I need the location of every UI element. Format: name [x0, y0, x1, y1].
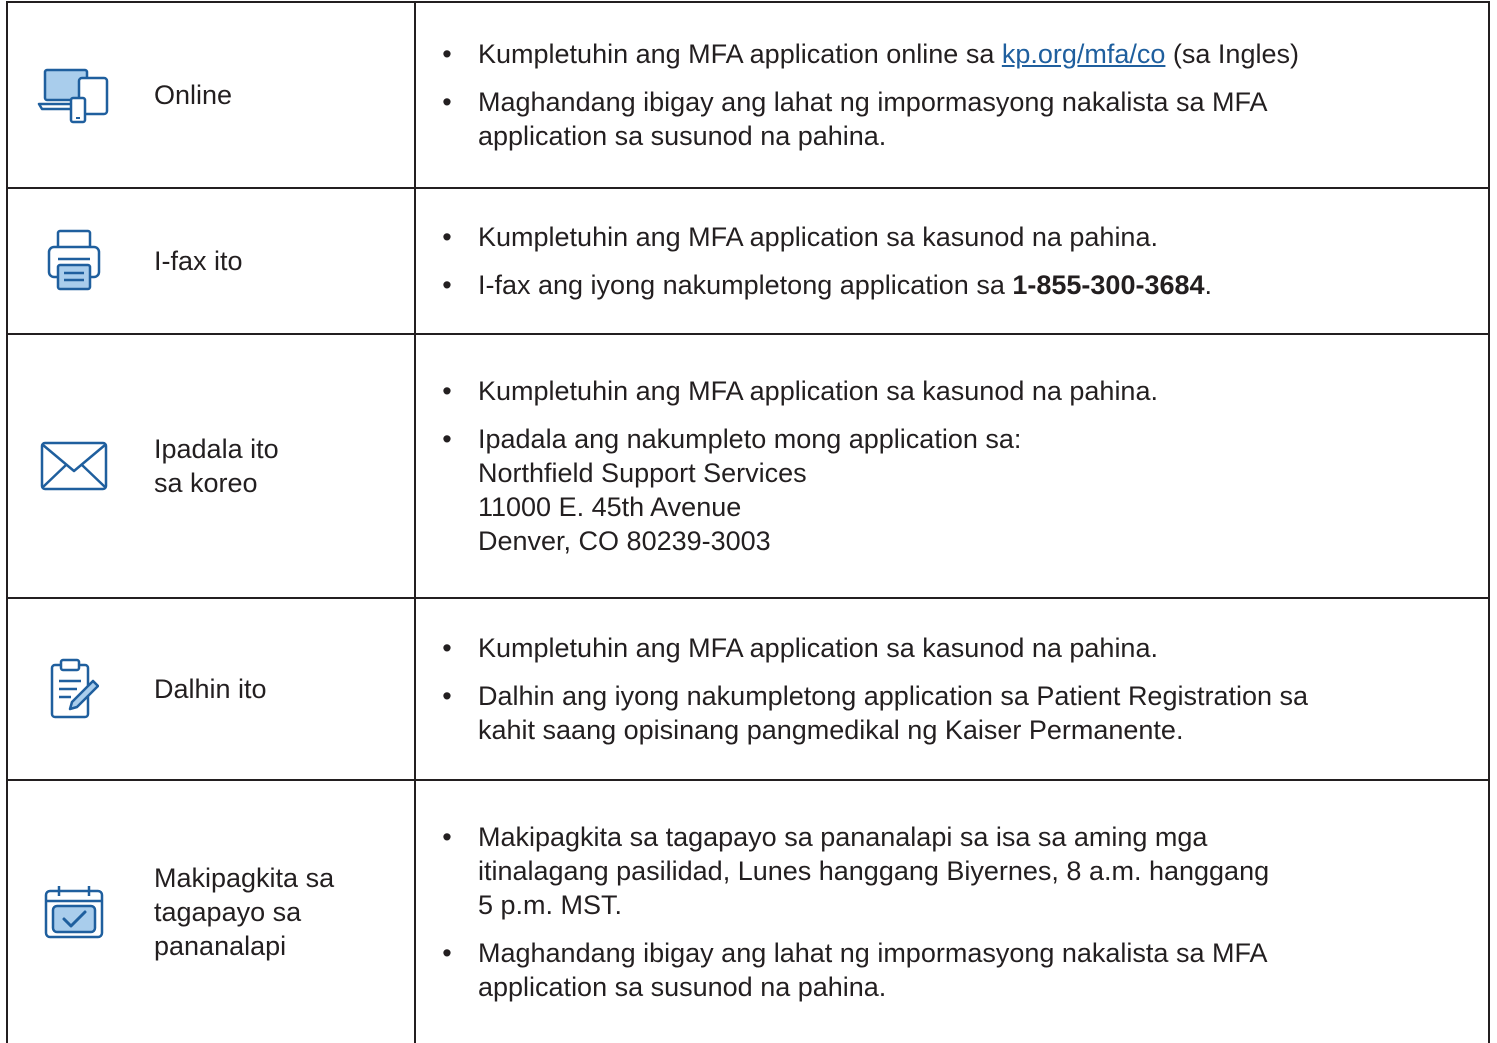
bullet-symbol: • — [442, 270, 452, 300]
bullet-symbol: • — [442, 87, 452, 117]
bullet-text: Kumpletuhin ang MFA application sa kasunod na pahina. — [478, 633, 1158, 663]
clipboard-pen-icon — [34, 657, 114, 721]
method-row-mail — [8, 335, 1488, 599]
bullet-text: I-fax ang iyong nakumpletong application sa — [478, 270, 1013, 300]
method-label: Dalhin ito — [154, 674, 267, 704]
method-label: I-fax ito — [154, 246, 243, 276]
bullet-symbol: • — [442, 39, 452, 69]
method-row-in-person — [8, 599, 1488, 781]
laptop-tablet-phone-icon — [34, 64, 114, 126]
bullet-symbol: • — [442, 681, 452, 711]
method-cell — [8, 599, 416, 779]
bullet-item — [416, 422, 1468, 558]
method-label: Ipadala ito sa koreo — [154, 434, 279, 498]
instructions-cell — [416, 3, 1488, 187]
bullet-symbol: • — [442, 938, 452, 968]
method-label: Online — [154, 80, 233, 110]
instructions-cell — [416, 599, 1488, 779]
instructions-cell — [416, 189, 1488, 333]
bullet-item — [416, 220, 1468, 254]
calendar-check-icon — [34, 884, 114, 940]
bullet-symbol: • — [442, 424, 452, 454]
bullet-item — [416, 820, 1468, 922]
bullet-item — [416, 936, 1468, 1004]
bullet-text: Maghandang ibigay ang lahat ng impormasyong nakalista sa MFA application sa susunod na pahina. — [478, 87, 1268, 151]
fax-number: 1-855-300-3684 — [1012, 270, 1205, 300]
bullet-symbol: • — [442, 222, 452, 252]
method-label: Makipagkita sa tagapayo sa pananalapi — [154, 863, 335, 961]
mailing-address: Ipadala ang nakumpleto mong application sa: Northfield Support Services 11000 E. 45th Avenue Denver, CO 80239-3003 — [478, 424, 1022, 556]
envelope-icon — [34, 441, 114, 491]
bullet-text: (sa Ingles) — [1165, 39, 1299, 69]
bullet-item — [416, 85, 1468, 153]
bullet-item — [416, 374, 1468, 408]
instructions-cell — [416, 335, 1488, 597]
submission-methods-table — [6, 1, 1490, 1043]
mfa-application-link[interactable]: kp.org/mfa/co — [1001, 39, 1166, 69]
method-row-fax — [8, 189, 1488, 335]
bullet-symbol: • — [442, 822, 452, 852]
bullet-text: . — [1204, 270, 1213, 300]
instructions-cell — [416, 781, 1488, 1043]
method-cell — [8, 781, 416, 1043]
bullet-text: Kumpletuhin ang MFA application online sa — [478, 39, 1002, 69]
method-cell — [8, 335, 416, 597]
bullet-item — [416, 679, 1468, 747]
bullet-text: Kumpletuhin ang MFA application sa kasunod na pahina. — [478, 376, 1158, 406]
bullet-symbol: • — [442, 633, 452, 663]
method-cell — [8, 189, 416, 333]
bullet-text: Kumpletuhin ang MFA application sa kasunod na pahina. — [478, 222, 1158, 252]
method-row-meet-counselor — [8, 781, 1488, 1043]
bullet-text: Maghandang ibigay ang lahat ng impormasyong nakalista sa MFA application sa susunod na pahina. — [478, 938, 1268, 1002]
bullet-text: Dalhin ang iyong nakumpletong application sa Patient Registration sa kahit saang opisinang pangmedikal ng Kaiser Permanente. — [478, 681, 1309, 745]
bullet-item — [416, 631, 1468, 665]
fax-machine-icon — [34, 229, 114, 293]
bullet-item — [416, 268, 1468, 302]
bullet-item — [416, 37, 1468, 71]
bullet-text: Makipagkita sa tagapayo sa pananalapi sa isa sa aming mga itinalagang pasilidad, Lunes hanggang Biyernes, 8 a.m. hanggang 5 p.m. MST. — [478, 822, 1270, 920]
method-cell — [8, 3, 416, 187]
bullet-symbol: • — [442, 376, 452, 406]
method-row-online — [8, 3, 1488, 189]
